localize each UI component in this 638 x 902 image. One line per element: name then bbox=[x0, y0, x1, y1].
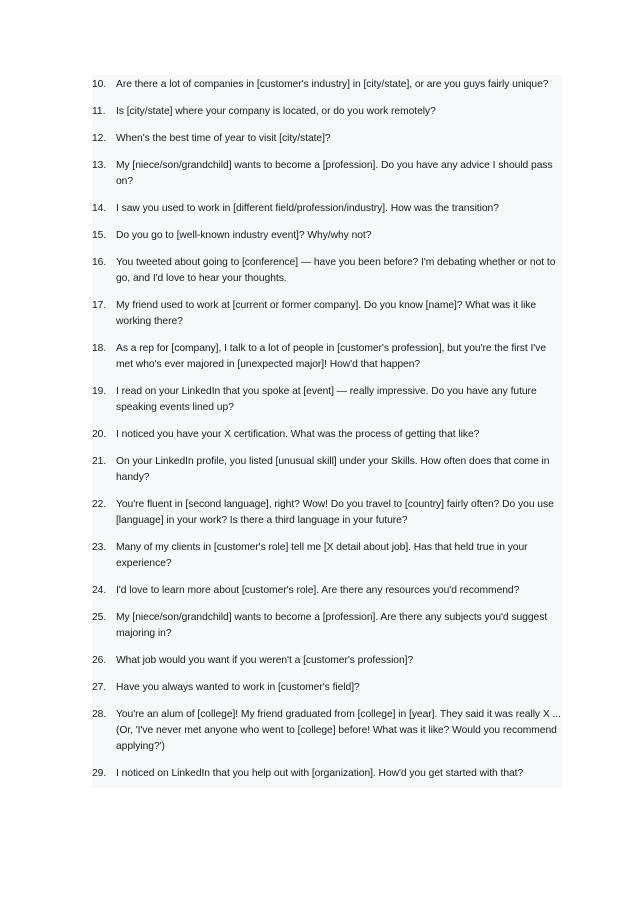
item-text: On your LinkedIn profile, you listed [unusual skill] under your Skills. How often does that come in handy? bbox=[116, 456, 550, 483]
list-item bbox=[92, 77, 562, 93]
item-text: Many of my clients in [customer's role] tell me [X detail about job]. Has that held true in your experience? bbox=[116, 542, 528, 569]
list-item bbox=[92, 454, 562, 486]
list-item bbox=[92, 680, 562, 696]
item-number: 21. bbox=[92, 456, 107, 467]
item-text: What job would you want if you weren't a [customer's profession]? bbox=[116, 655, 414, 666]
item-text: As a rep for [company], I talk to a lot of people in [customer's profession], but you're the first I've met who's ever majored in [unexpected major]! How'd that happen? bbox=[116, 343, 546, 370]
item-number: 25. bbox=[92, 612, 107, 623]
list-item bbox=[92, 228, 562, 244]
item-number: 23. bbox=[92, 542, 107, 553]
list-item bbox=[92, 766, 562, 782]
item-number: 26. bbox=[92, 655, 107, 666]
list-item bbox=[92, 104, 562, 120]
list-item bbox=[92, 427, 562, 443]
item-number: 24. bbox=[92, 585, 107, 596]
item-number: 14. bbox=[92, 203, 107, 214]
item-text: I noticed you have your X certification. What was the process of getting that like? bbox=[116, 429, 480, 440]
list-item bbox=[92, 131, 562, 147]
list-item bbox=[92, 497, 562, 529]
list-item bbox=[92, 583, 562, 599]
list-item bbox=[92, 341, 562, 373]
item-text: I'd love to learn more about [customer's role]. Are there any resources you'd recommend? bbox=[116, 585, 520, 596]
item-text: Are there a lot of companies in [customer's industry] in [city/state], or are you guys fairly unique? bbox=[116, 79, 549, 90]
item-number: 27. bbox=[92, 682, 107, 693]
item-text: My [niece/son/grandchild] wants to become a [profession]. Do you have any advice I should pass on? bbox=[116, 160, 553, 187]
item-text: You're an alum of [college]! My friend graduated from [college] in [year]. They said it was really X ... (Or, 'I've never met anyone who went to [college] before! What was it like? Would you recommend applying?') bbox=[116, 709, 561, 752]
list-item bbox=[92, 158, 562, 190]
item-number: 12. bbox=[92, 133, 107, 144]
item-number: 19. bbox=[92, 386, 107, 397]
list-item bbox=[92, 201, 562, 217]
item-text: You tweeted about going to [conference] — have you been before? I'm debating whether or not to go, and I'd love to hear your thoughts. bbox=[116, 257, 556, 284]
item-number: 17. bbox=[92, 300, 107, 311]
list-item bbox=[92, 298, 562, 330]
item-text: Have you always wanted to work in [customer's field]? bbox=[116, 682, 360, 693]
list-item bbox=[92, 707, 562, 755]
item-number: 11. bbox=[92, 106, 106, 117]
list-item bbox=[92, 610, 562, 642]
item-number: 10. bbox=[92, 79, 107, 90]
questions-block bbox=[92, 75, 562, 788]
item-text: I saw you used to work in [different field/profession/industry]. How was the transition? bbox=[116, 203, 499, 214]
item-text: My [niece/son/grandchild] wants to become a [profession]. Are there any subjects you'd suggest majoring in? bbox=[116, 612, 548, 639]
item-number: 15. bbox=[92, 230, 107, 241]
item-number: 13. bbox=[92, 160, 107, 171]
item-number: 16. bbox=[92, 257, 107, 268]
questions-list bbox=[92, 75, 562, 788]
item-text: I read on your LinkedIn that you spoke at [event] — really impressive. Do you have any future speaking events lined up? bbox=[116, 386, 537, 413]
item-number: 22. bbox=[92, 499, 107, 510]
list-item bbox=[92, 255, 562, 287]
list-item bbox=[92, 540, 562, 572]
item-number: 29. bbox=[92, 768, 107, 779]
item-text: You're fluent in [second language], right? Wow! Do you travel to [country] fairly often? Do you use [language] in your work? Is there a third language in your future? bbox=[116, 499, 554, 526]
item-text: I noticed on LinkedIn that you help out with [organization]. How'd you get started with that? bbox=[116, 768, 524, 779]
item-text: My friend used to work at [current or former company]. Do you know [name]? What was it like working there? bbox=[116, 300, 537, 327]
item-text: When's the best time of year to visit [city/state]? bbox=[116, 133, 331, 144]
item-text: Do you go to [well-known industry event]? Why/why not? bbox=[116, 230, 372, 241]
item-number: 28. bbox=[92, 709, 107, 720]
list-item bbox=[92, 384, 562, 416]
item-number: 18. bbox=[92, 343, 107, 354]
item-text: Is [city/state] where your company is located, or do you work remotely? bbox=[116, 106, 436, 117]
list-item bbox=[92, 653, 562, 669]
item-number: 20. bbox=[92, 429, 107, 440]
